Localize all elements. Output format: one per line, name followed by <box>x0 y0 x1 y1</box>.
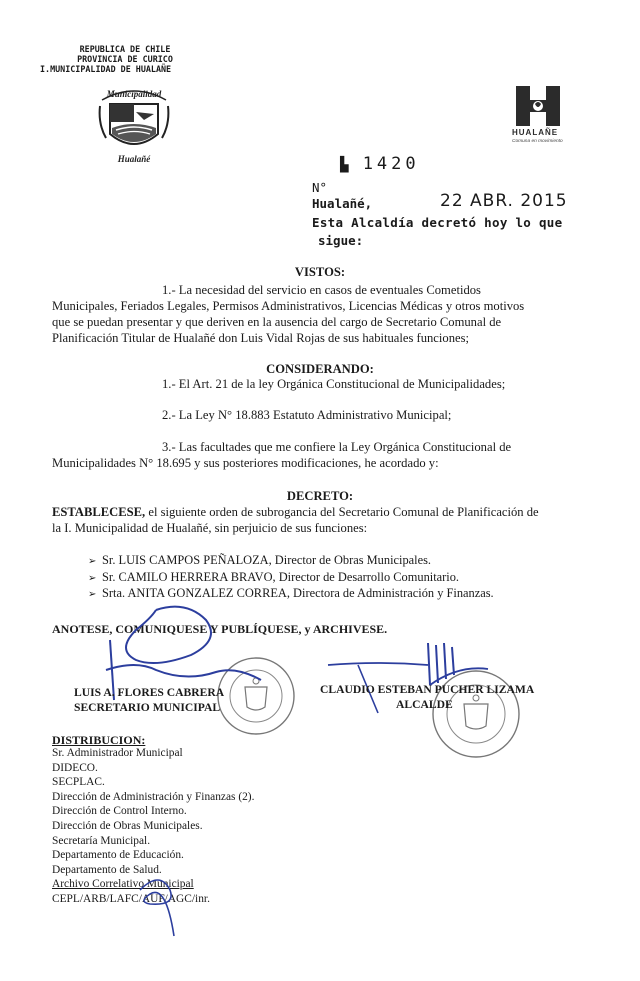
vistos-line-1: 1.- La necesidad del servicio en casos de eventuales Cometidos <box>162 283 481 297</box>
vistos-line-4: Planificación Titular de Hualañé don Luis Vidal Rojas de sus habituales funciones; <box>52 331 469 345</box>
decree-date-stamp: 22 ABR. 2015 <box>440 191 568 211</box>
left-signatory-name: LUIS A. FLORES CABRERA <box>74 686 225 699</box>
subrogancia-item-text: Sr. CAMILO HERRERA BRAVO, Director de Desarrollo Comunitario. <box>102 570 460 584</box>
letterhead <box>40 44 210 74</box>
header-line-province: PROVINCIA DE CURICO <box>77 54 173 64</box>
municipal-seal-logo <box>96 84 172 166</box>
header-line-municipality: I.MUNICIPALIDAD DE HUALAÑE <box>40 64 172 74</box>
intro-line-1: Esta Alcaldía decretó hoy lo que <box>312 215 563 230</box>
logo-name: HUALAÑE <box>512 128 559 137</box>
arrow-bullet-icon: ➢ <box>88 573 97 584</box>
decree-number-value: 1420 <box>362 154 420 174</box>
distribution-item: Archivo Correlativo Municipal <box>52 878 194 891</box>
establecese-label: ESTABLECESE, <box>52 505 146 519</box>
distribution-item: Dirección de Obras Municipales. <box>52 819 203 832</box>
considerando-heading: CONSIDERANDO: <box>266 362 374 376</box>
distribution-item: Departamento de Educación. <box>52 849 184 862</box>
subrogancia-item-text: Sr. LUIS CAMPOS PEÑALOZA, Director de Obras Municipales. <box>102 553 432 567</box>
decreto-text-1-body: el siguiente orden de subrogancia del Secretario Comunal de Planificación de <box>145 505 539 519</box>
number-label: N° <box>312 180 328 195</box>
logo-tagline: Comuna en movimiento <box>512 139 563 144</box>
vistos-heading: VISTOS: <box>294 265 346 279</box>
right-signatory-name: CLAUDIO ESTEBAN PUCHER LIZAMA <box>320 683 535 696</box>
hualane-brand-logo <box>508 84 574 152</box>
initials-handwritten-mark <box>130 870 190 945</box>
distribution-item: CEPL/ARB/LAFC/AUF/AGC/inr. <box>52 892 210 905</box>
decreto-text-2: la I. Municipalidad de Hualañé, sin perjuicio de sus funciones: <box>52 521 368 535</box>
arrow-bullet-icon: ➢ <box>88 589 97 600</box>
decree-number <box>340 154 420 174</box>
seal-top-text: Municipalidad <box>106 89 162 99</box>
city-label: Hualañé, <box>312 196 373 211</box>
distribution-item: Sr. Administrador Municipal <box>52 747 183 759</box>
considerando-1: 1.- El Art. 21 de la ley Orgánica Constitucional de Municipalidades; <box>162 377 506 391</box>
decreto-text-1 <box>52 505 539 521</box>
distribution-item: Secretaría Municipal. <box>52 834 151 847</box>
subrogancia-item-1 <box>88 553 431 570</box>
subrogancia-item-2 <box>88 570 459 587</box>
vistos-line-3: que se puedan presentar y que deriven en la ausencia del cargo de Secretario Comunal de <box>52 315 502 329</box>
right-signatory-title: ALCALDE <box>396 698 453 711</box>
decreto-heading: DECRETO: <box>286 489 354 503</box>
distribution-item: Departamento de Salud. <box>52 863 162 876</box>
header-line-republic: REPUBLICA DE CHILE <box>79 44 171 54</box>
considerando-3a: 3.- Las facultades que me confiere la Ley Orgánica Constitucional de <box>162 440 512 454</box>
distribution-item: DIDECO. <box>52 761 98 774</box>
distribution-item: Dirección de Control Interno. <box>52 805 187 818</box>
stamp-mark-icon: ▙ <box>340 157 349 173</box>
distribution-item: Dirección de Administración y Finanzas (2). <box>52 790 255 803</box>
distribution-item: SECPLAC. <box>52 776 105 789</box>
left-signatory-title: SECRETARIO MUNICIPAL <box>74 701 221 714</box>
distribucion-heading: DISTRIBUCION: <box>52 733 146 747</box>
considerando-2: 2.- La Ley N° 18.883 Estatuto Administrativo Municipal; <box>162 408 452 422</box>
vistos-line-2: Municipales, Feriados Legales, Permisos Administrativos, Licencias Médicas y otros motivos <box>52 299 525 313</box>
seal-bottom-text: Hualañé <box>117 154 151 164</box>
subrogancia-item-text: Srta. ANITA GONZALEZ CORREA, Directora de Administración y Finanzas. <box>102 586 494 600</box>
closing-formula: ANOTESE, COMUNIQUESE Y PUBLÍQUESE, y ARCHIVESE. <box>52 622 388 636</box>
intro-line-2: sigue: <box>318 233 364 248</box>
arrow-bullet-icon: ➢ <box>88 556 97 567</box>
considerando-3b: Municipalidades N° 18.695 y sus posteriores modificaciones, he acordado y: <box>52 456 439 470</box>
